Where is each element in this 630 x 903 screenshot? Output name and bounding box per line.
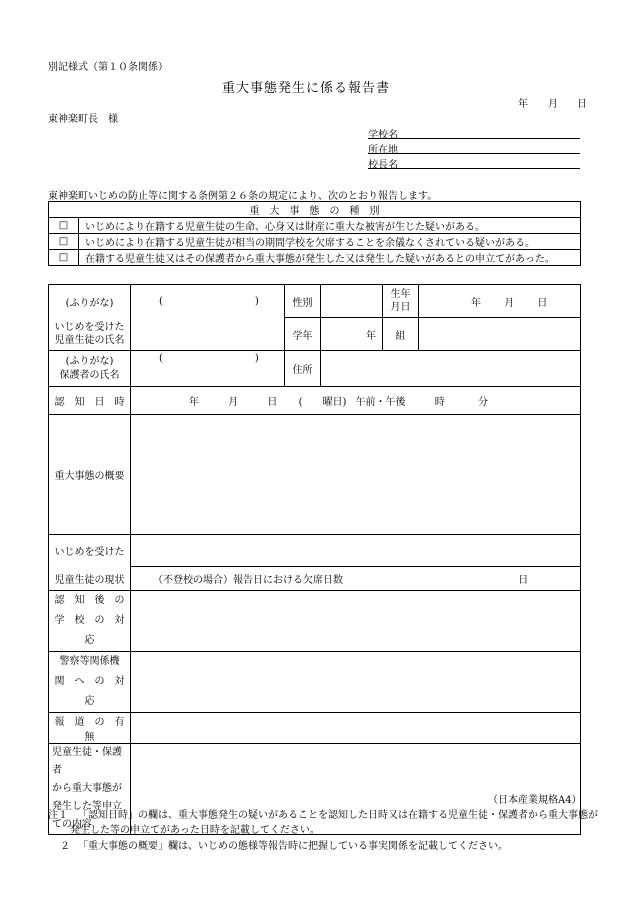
summary-field[interactable] (131, 415, 581, 535)
type-table-header: 重 大 事 態 の 種 別 (49, 202, 581, 218)
recognized-day: 日 (267, 397, 278, 408)
date-day: 日 (577, 99, 587, 110)
status-label-2: 児童生徒の現状 (49, 567, 131, 591)
recognized-year: 年 (189, 397, 199, 408)
recognized-field[interactable] (131, 387, 581, 415)
school-response-field[interactable] (131, 591, 581, 652)
press-label: 報 道 の 有 無 (49, 713, 131, 744)
principal-line[interactable] (368, 168, 580, 169)
checkbox-type-1[interactable]: □ (49, 218, 79, 234)
type-table (48, 201, 581, 266)
jis-label: （日本産業規格A4） (488, 795, 582, 806)
guardian-label (49, 351, 131, 387)
note2-text: 「重大事態の概要」欄は、いじめの態様等報告時に把握している事実関係を記載してください。 (78, 841, 508, 852)
grade-field[interactable] (321, 318, 383, 351)
school-name-label: 学校名 (368, 130, 398, 141)
grade-label: 学年 (285, 318, 321, 351)
school-response-label (49, 591, 135, 652)
dob-field[interactable] (419, 285, 581, 318)
gender-label: 性別 (285, 285, 321, 318)
claim-label-3: 発生した等申立 (52, 801, 122, 812)
address-field[interactable] (321, 351, 581, 387)
note1-line1: 「認知日時」の欄は、重大事態発生の疑いがあることを認知した日時又は在籍する児童生徒・保護者から重大事態が (78, 810, 598, 821)
type-1-label: いじめにより在籍する児童生徒の生命、心身又は財産に重大な被害が生じた疑いがある。 (79, 218, 581, 234)
recognized-hour: 時 (434, 397, 445, 408)
victim-furigana-label: (ふりがな) (49, 285, 131, 318)
dob-day: 日 (537, 297, 548, 309)
class-unit: 組 (395, 330, 406, 342)
principal-label: 校長名 (368, 160, 398, 171)
note1-head: 注１ (48, 810, 68, 821)
absence-field[interactable] (131, 567, 581, 591)
recognized-label: 認 知 日 時 (49, 387, 131, 415)
police-label-2: 関 へ の 対 応 (54, 676, 135, 707)
school-name-line[interactable] (368, 138, 580, 139)
dob-month: 月 (504, 297, 515, 309)
absence-unit: 日 (518, 575, 529, 586)
type-3-label: 在籍する児童生徒又はその保護者から重大事態が発生した又は発生した疑いがあるとの申立てがあった。 (79, 250, 581, 266)
paren-close: ) (254, 295, 259, 307)
form-label: 別記様式（第１０条関係） (48, 62, 168, 73)
report-table (48, 284, 581, 835)
date-year: 年 (518, 99, 528, 110)
recognized-minute: 分 (477, 397, 488, 408)
victim-name-label-1: いじめを受けた (54, 321, 125, 333)
dob-label-2: 月日 (390, 302, 411, 313)
recognized-dow: ( 曜日) (298, 397, 347, 408)
absence-text: （不登校の場合）報告日における欠席日数 (153, 575, 343, 586)
summary-label: 重大事態の概要 (49, 415, 131, 535)
dob-label-1: 生年 (390, 289, 411, 300)
addressee: 東神楽町長 様 (48, 114, 118, 125)
victim-name-label-2: 児童生徒の氏名 (54, 334, 125, 346)
guardian-name-field[interactable] (131, 351, 285, 387)
gender-field[interactable] (321, 285, 383, 318)
grade-unit: 年 (366, 330, 376, 342)
school-response-label-1: 認 知 後 の (54, 595, 125, 606)
claim-label-1: 児童生徒・保護者 (52, 747, 122, 776)
guardian-furigana: (ふりがな) (65, 355, 114, 367)
type-2-label: いじめにより在籍する児童生徒が相当の期間学校を欠席することを余儀なくされている疑いがある。 (79, 234, 581, 250)
victim-name-label (49, 318, 131, 351)
school-address-label: 所在地 (368, 145, 398, 156)
recognized-ampm: 午前・午後 (355, 397, 406, 408)
date-month: 月 (548, 99, 558, 110)
page-title: 重大事態発生に係る報告書 (222, 81, 391, 96)
claim-label-2: から重大事態が (52, 783, 122, 794)
status-label-1: いじめを受けた (49, 535, 131, 567)
checkbox-type-2[interactable]: □ (49, 234, 79, 250)
press-field[interactable] (131, 713, 581, 744)
dob-label (383, 285, 419, 318)
grade-extra-field[interactable] (419, 318, 581, 351)
address-label: 住所 (285, 351, 321, 387)
police-label-1: 警察等関係機 (59, 656, 120, 667)
victim-furigana-field[interactable] (131, 285, 285, 318)
note2-head: ２ (60, 841, 70, 852)
claim-label-4: ての内容 (52, 819, 92, 830)
school-response-label-2: 学 校 の 対 応 (54, 615, 135, 646)
guardian-name-label: 保護者の氏名 (59, 369, 120, 381)
paren-open: ( (159, 295, 163, 307)
school-address-line[interactable] (368, 153, 580, 154)
recognized-month: 月 (228, 397, 239, 408)
checkbox-type-3[interactable]: □ (49, 250, 79, 266)
police-field[interactable] (131, 652, 581, 713)
police-label (49, 652, 135, 713)
guardian-paren-close: ) (254, 353, 259, 364)
note1-line2: 発生した等の申立てがあった日時を記載してください。 (70, 825, 320, 836)
class-field[interactable] (383, 318, 419, 351)
guardian-paren-open: ( (159, 353, 163, 364)
victim-name-field[interactable] (131, 318, 285, 351)
status-field[interactable] (131, 535, 581, 567)
dob-year: 年 (471, 297, 481, 309)
intro-text: 東神楽町いじめの防止等に関する条例第２６条の規定により、次のとおり報告します。 (48, 191, 438, 202)
